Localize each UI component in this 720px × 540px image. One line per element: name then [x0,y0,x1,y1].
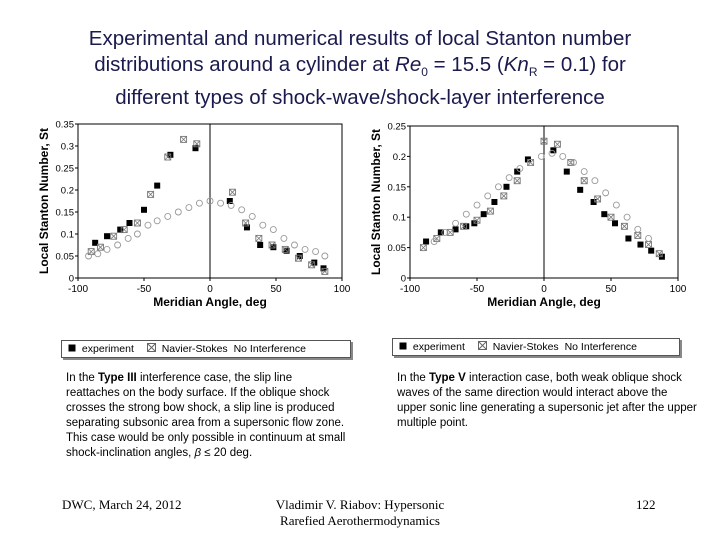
no-interference-point [196,200,202,206]
no-interference-point [635,226,641,232]
experiment-point [601,211,607,217]
y-tick-label: 0.2 [60,185,74,197]
no-interference-point [281,235,287,241]
navier-stokes-point-cross [581,178,587,184]
x-tick-label: -100 [67,284,89,295]
y-tick-label: 0.35 [55,119,74,131]
title-line-2-post: = 0.1) for [537,53,626,76]
experiment-point [637,242,643,248]
navier-stokes-point [229,189,235,195]
navier-stokes-point-cross [554,141,560,147]
experiment-point [154,183,160,189]
experiment-point [625,235,631,241]
navier-stokes-point [256,235,262,241]
navier-stokes-point-cross [646,242,652,248]
type-v-description [397,371,697,431]
navier-stokes-point-cross [635,232,641,238]
navier-stokes-point [181,136,187,142]
navier-stokes-point [608,214,614,220]
no-interference-point [495,184,501,190]
x-tick-label: 50 [605,284,617,295]
navier-stokes-point-cross [514,178,520,184]
no-interference-point [186,205,192,211]
slide-title [40,26,680,111]
reynolds-symbol: Re [395,53,422,76]
title-line-3: different types of shock-wave/shock-layer interference [115,86,605,110]
no-interference-point [104,246,110,252]
no-interference-point [560,153,566,159]
footer-author-line-2: Rarefied Aerothermodynamics [280,513,440,528]
x-tick-label: 100 [669,284,687,295]
navier-stokes-point-cross [487,208,493,214]
experiment-point [491,199,497,205]
no-interference-point [239,207,245,213]
y-tick-label: 0.15 [387,182,406,194]
no-interference-point [175,209,181,215]
no-interference-point [592,178,598,184]
no-interference-point [125,235,131,241]
footer-date: DWC, March 24, 2012 [62,497,182,512]
type-v-desc-pre: In the [397,372,429,384]
experiment-point [423,239,429,245]
footer-author [250,497,470,529]
no-interference-point [474,202,480,208]
y-tick-label: 0.1 [392,212,406,224]
legend-experiment-label: experiment [412,341,465,353]
experiment-marker-icon [399,339,407,355]
knudsen-subscript: R [528,65,538,80]
y-tick-label: 0.25 [387,121,406,133]
experiment-point [577,187,583,193]
title-line-1: Experimental and numerical results of local Stanton number [88,27,632,50]
type-iii-desc-body: interference case, the slip line reattaches on the body surface. If the oblique shock crosses the strong bow shock, a slip line is produced separating subsonic area from a supersonic flow zone. This case would be only possible in continuum at small shock-inclination angles, [66,372,346,459]
x-tick-label: -50 [469,284,485,295]
navier-stokes-point-cross [97,244,103,250]
no-interference-point [506,175,512,181]
navier-stokes-point [501,193,507,199]
navier-stokes-point-cross [256,235,262,241]
no-interference-point [154,218,160,224]
y-tick-label: 0.2 [392,151,406,163]
y-tick-label: 0.15 [55,207,74,219]
navier-stokes-point [581,178,587,184]
y-tick-label: 0 [68,273,74,285]
navier-stokes-point [595,196,601,202]
navier-stokes-point-cross [621,223,627,229]
no-interference-point [270,227,276,233]
legend-right [392,338,680,356]
type-iii-desc-pre: In the [66,372,98,384]
no-interference-point [322,253,328,259]
title-line-2-pre: distributions around a cylinder at [94,53,396,76]
y-tick-label: 0.05 [387,243,406,255]
experiment-marker-icon [68,341,76,357]
x-axis-label: Meridian Angle, deg [153,295,267,309]
no-interference-point [165,213,171,219]
beta-symbol: β [194,447,202,459]
experiment-point [481,211,487,217]
navier-stokes-point-cross [111,233,117,239]
navier-stokes-point-cross [501,193,507,199]
navier-stokes-point [97,244,103,250]
footer-author-line-1: Vladimir V. Riabov: Hypersonic [275,497,445,512]
navier-stokes-point-cross [608,214,614,220]
experiment-point [503,184,509,190]
chart-type-v [368,118,690,320]
navier-stokes-point-cross [88,249,94,255]
no-interference-point [218,200,224,206]
knudsen-symbol: Kn [503,53,529,76]
chart-type-iii [36,118,354,320]
experiment-point [257,242,263,248]
experiment-point [564,169,570,175]
no-interference-point [145,222,151,228]
y-tick-label: 0.25 [55,163,74,175]
no-interference-point [95,251,101,257]
experiment-point [126,220,132,226]
x-tick-label: -100 [399,284,421,295]
navier-stokes-point [487,208,493,214]
x-tick-label: 0 [541,284,547,295]
type-iii-description [66,371,348,461]
experiment-point [612,220,618,226]
footer-page-number: 122 [636,497,656,512]
type-v-desc-bold: Type V [428,372,466,384]
navier-stokes-point [621,223,627,229]
legend-navier-stokes-label: Navier-Stokes [492,341,559,353]
no-interference-point [603,190,609,196]
navier-stokes-point [134,220,140,226]
no-interference-point [485,193,491,199]
y-tick-label: 0 [400,273,406,285]
y-tick-label: 0.05 [55,251,74,263]
y-tick-label: 0.1 [60,229,74,241]
no-interference-point [302,246,308,252]
legend-navier-stokes-label: Navier-Stokes [161,343,228,355]
y-axis-label: Local Stanton Number, St [369,128,383,276]
no-interference-point [115,242,121,248]
type-v-desc-body: interaction case, both weak oblique shock waves of the same direction would interact above the upper sonic line generating a supersonic jet after the upper multiple point. [397,372,697,429]
experiment-point [648,248,654,254]
no-interference-point [260,222,266,228]
x-tick-label: 0 [207,284,213,295]
x-tick-label: 50 [270,284,282,295]
type-iii-desc-tail: ≤ 20 deg. [201,447,253,459]
no-interference-point [646,235,652,241]
navier-stokes-point [111,233,117,239]
x-tick-label: -50 [136,284,152,295]
type-iii-desc-bold: Type III [97,372,137,384]
navier-stokes-point [554,141,560,147]
navier-stokes-point-cross [148,191,154,197]
y-tick-label: 0.3 [60,141,74,153]
navier-stokes-point [635,232,641,238]
navier-stokes-point-cross [181,136,187,142]
no-interference-point [581,169,587,175]
navier-stokes-point [148,191,154,197]
navier-stokes-marker-icon [478,339,487,355]
no-interference-point [463,211,469,217]
navier-stokes-point-cross [595,196,601,202]
no-interference-point [313,249,319,255]
x-tick-label: 100 [333,284,351,295]
experiment-point [104,233,110,239]
legend-experiment-label: experiment [81,343,134,355]
no-interference-point [613,202,619,208]
navier-stokes-point-cross [229,189,235,195]
x-axis-label: Meridian Angle, deg [487,295,601,309]
navier-stokes-point [514,178,520,184]
no-interference-point [134,231,140,237]
legend-no-interference-label: No Interference [564,341,637,353]
legend-no-interference-label: No Interference [233,343,306,355]
navier-stokes-point [88,249,94,255]
reynolds-subscript: 0 [421,65,428,80]
legend-left [61,340,351,358]
y-axis-label: Local Stanton Number, St [37,127,51,275]
navier-stokes-point-cross [134,220,140,226]
navier-stokes-point [646,242,652,248]
no-interference-point [538,153,544,159]
no-interference-point [624,214,630,220]
title-line-2-mid: = 15.5 ( [427,53,504,76]
navier-stokes-marker-icon [147,341,156,357]
title-line-2 [40,52,680,85]
experiment-point [141,207,147,213]
no-interference-point [249,213,255,219]
no-interference-point [291,242,297,248]
no-interference-point [453,220,459,226]
